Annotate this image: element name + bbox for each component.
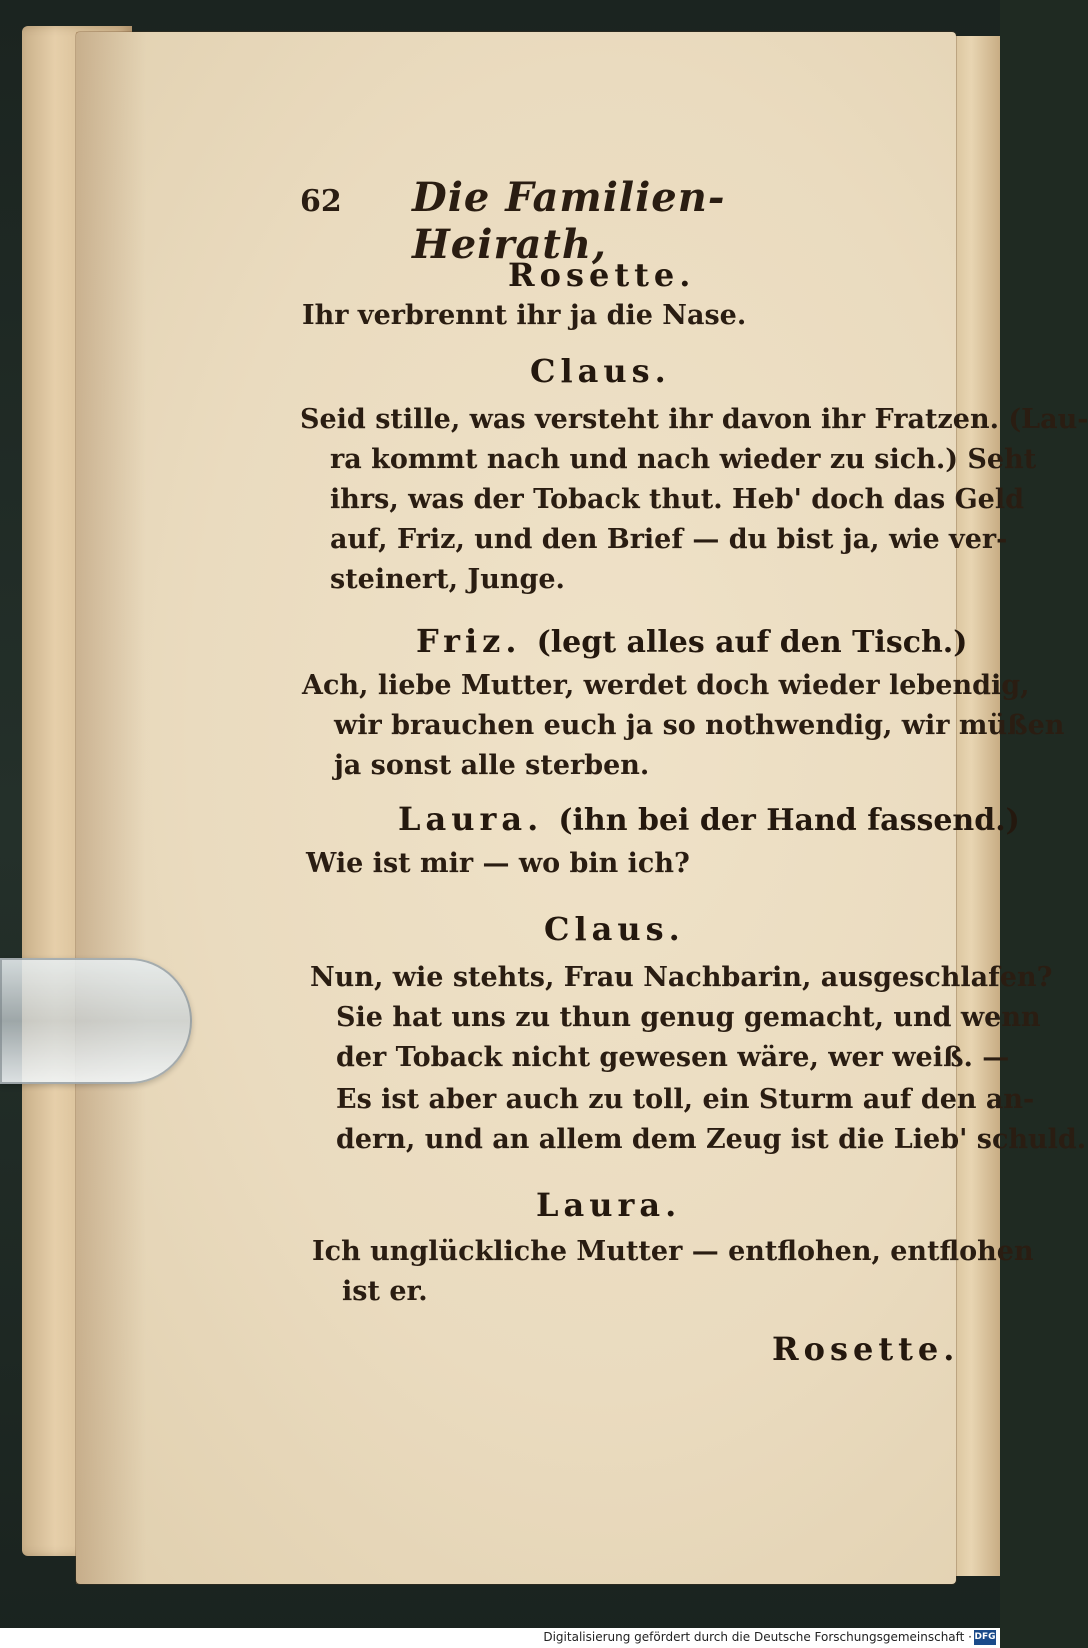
page-header xyxy=(300,174,780,268)
speaker-rosette-1: Rosette. xyxy=(508,256,696,294)
speaker-line-friz xyxy=(416,622,967,660)
text-line: wir brauchen euch ja so nothwendig, wir müßen xyxy=(334,710,1065,741)
text-line: Ihr verbrennt ihr ja die Nase. xyxy=(302,300,747,331)
text-line: der Toback nicht gewesen wäre, wer weiß. — xyxy=(336,1042,1010,1073)
speaker-friz: Friz. xyxy=(416,622,522,660)
text-line: ihrs, was der Toback thut. Heb' doch das Geld xyxy=(330,484,1024,515)
digitization-credit: Digitalisierung gefördert durch die Deutsche Forschungsgemeinschaft · xyxy=(543,1630,972,1644)
speaker-laura-2: Laura. xyxy=(536,1186,682,1224)
page-gutter-shadow xyxy=(76,32,146,1584)
running-title: Die Familien-Heirath, xyxy=(412,174,726,268)
text-line: Ich unglückliche Mutter — entflohen, entflohen xyxy=(312,1236,1034,1267)
text-line: Ach, liebe Mutter, werdet doch wieder lebendig, xyxy=(302,670,1030,701)
text-line: Es ist aber auch zu toll, ein Sturm auf den an- xyxy=(336,1084,1035,1115)
text-line: ist er. xyxy=(342,1276,428,1307)
stage-direction: (legt alles auf den Tisch.) xyxy=(536,625,968,660)
text-line: Sie hat uns zu thun genug gemacht, und wenn xyxy=(336,1002,1041,1033)
speaker-laura-1: Laura. xyxy=(398,800,544,838)
page-clip xyxy=(0,958,192,1084)
speaker-line-laura-1 xyxy=(398,800,1020,838)
catchword-rosette: Rosette. xyxy=(772,1330,960,1368)
text-line: Nun, wie stehts, Frau Nachbarin, ausgeschlafen? xyxy=(310,962,1053,993)
speaker-claus-2: Claus. xyxy=(544,910,685,948)
text-line: ra kommt nach und nach wieder zu sich.) Seht xyxy=(330,444,1037,475)
speaker-claus-1: Claus. xyxy=(530,352,671,390)
text-line: auf, Friz, und den Brief — du bist ja, wie ver- xyxy=(330,524,1008,555)
text-line: dern, und an allem dem Zeug ist die Lieb' schuld. xyxy=(336,1124,1087,1155)
dfg-logo-icon: DFG xyxy=(974,1630,996,1645)
text-line: Wie ist mir — wo bin ich? xyxy=(306,848,690,879)
page-number: 62 xyxy=(300,184,342,219)
text-line: Seid stille, was versteht ihr davon ihr Fratzen. (Lau- xyxy=(300,404,1088,435)
text-line: steinert, Junge. xyxy=(330,564,565,595)
text-line: ja sonst alle sterben. xyxy=(334,750,650,781)
stage-direction: (ihn bei der Hand fassend.) xyxy=(558,803,1020,838)
